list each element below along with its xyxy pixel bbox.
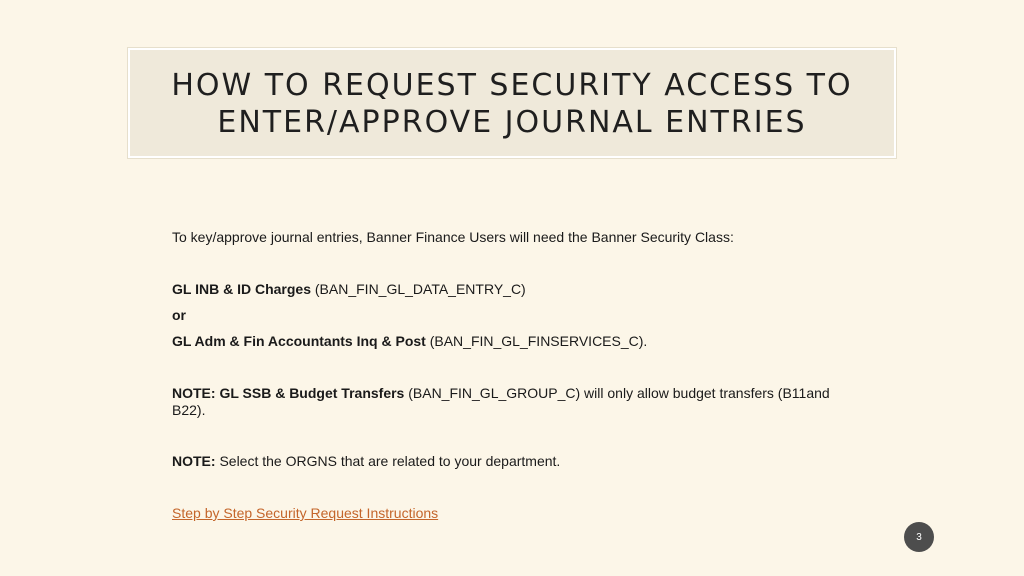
page-number-badge: 3: [904, 522, 934, 552]
note-2-text: Select the ORGNS that are related to your department.: [215, 453, 561, 469]
instructions-link-line: [172, 505, 438, 522]
option-1-code: (BAN_FIN_GL_DATA_ENTRY_C): [311, 281, 526, 297]
note-1-text: (BAN_FIN_GL_GROUP_C) will only allow budget transfers (B11and B22).: [172, 385, 830, 418]
slide-title-line-2: ENTER/APPROVE JOURNAL ENTRIES: [217, 105, 807, 140]
security-class-option-1: [172, 281, 526, 298]
slide-title-box: [128, 48, 896, 158]
or-separator: or: [172, 307, 186, 323]
option-1-name: GL INB & ID Charges: [172, 281, 311, 297]
intro-text: To key/approve journal entries, Banner Finance Users will need the Banner Security Class:: [172, 229, 734, 245]
option-2-code: (BAN_FIN_GL_FINSERVICES_C).: [425, 333, 648, 349]
slide-title-line-1: HOW TO REQUEST SECURITY ACCESS TO: [171, 68, 853, 103]
note-2-label: NOTE:: [172, 453, 216, 469]
security-class-option-2: [172, 333, 647, 350]
slide-title: [171, 67, 852, 141]
security-request-instructions-link[interactable]: Step by Step Security Request Instructions: [172, 505, 439, 521]
note-budget-transfers: [172, 385, 852, 419]
option-2-name: GL Adm & Fin Accountants Inq & Post: [172, 333, 426, 349]
note-orgns: [172, 453, 560, 470]
note-1-label: NOTE: GL SSB & Budget Transfers: [172, 385, 405, 401]
